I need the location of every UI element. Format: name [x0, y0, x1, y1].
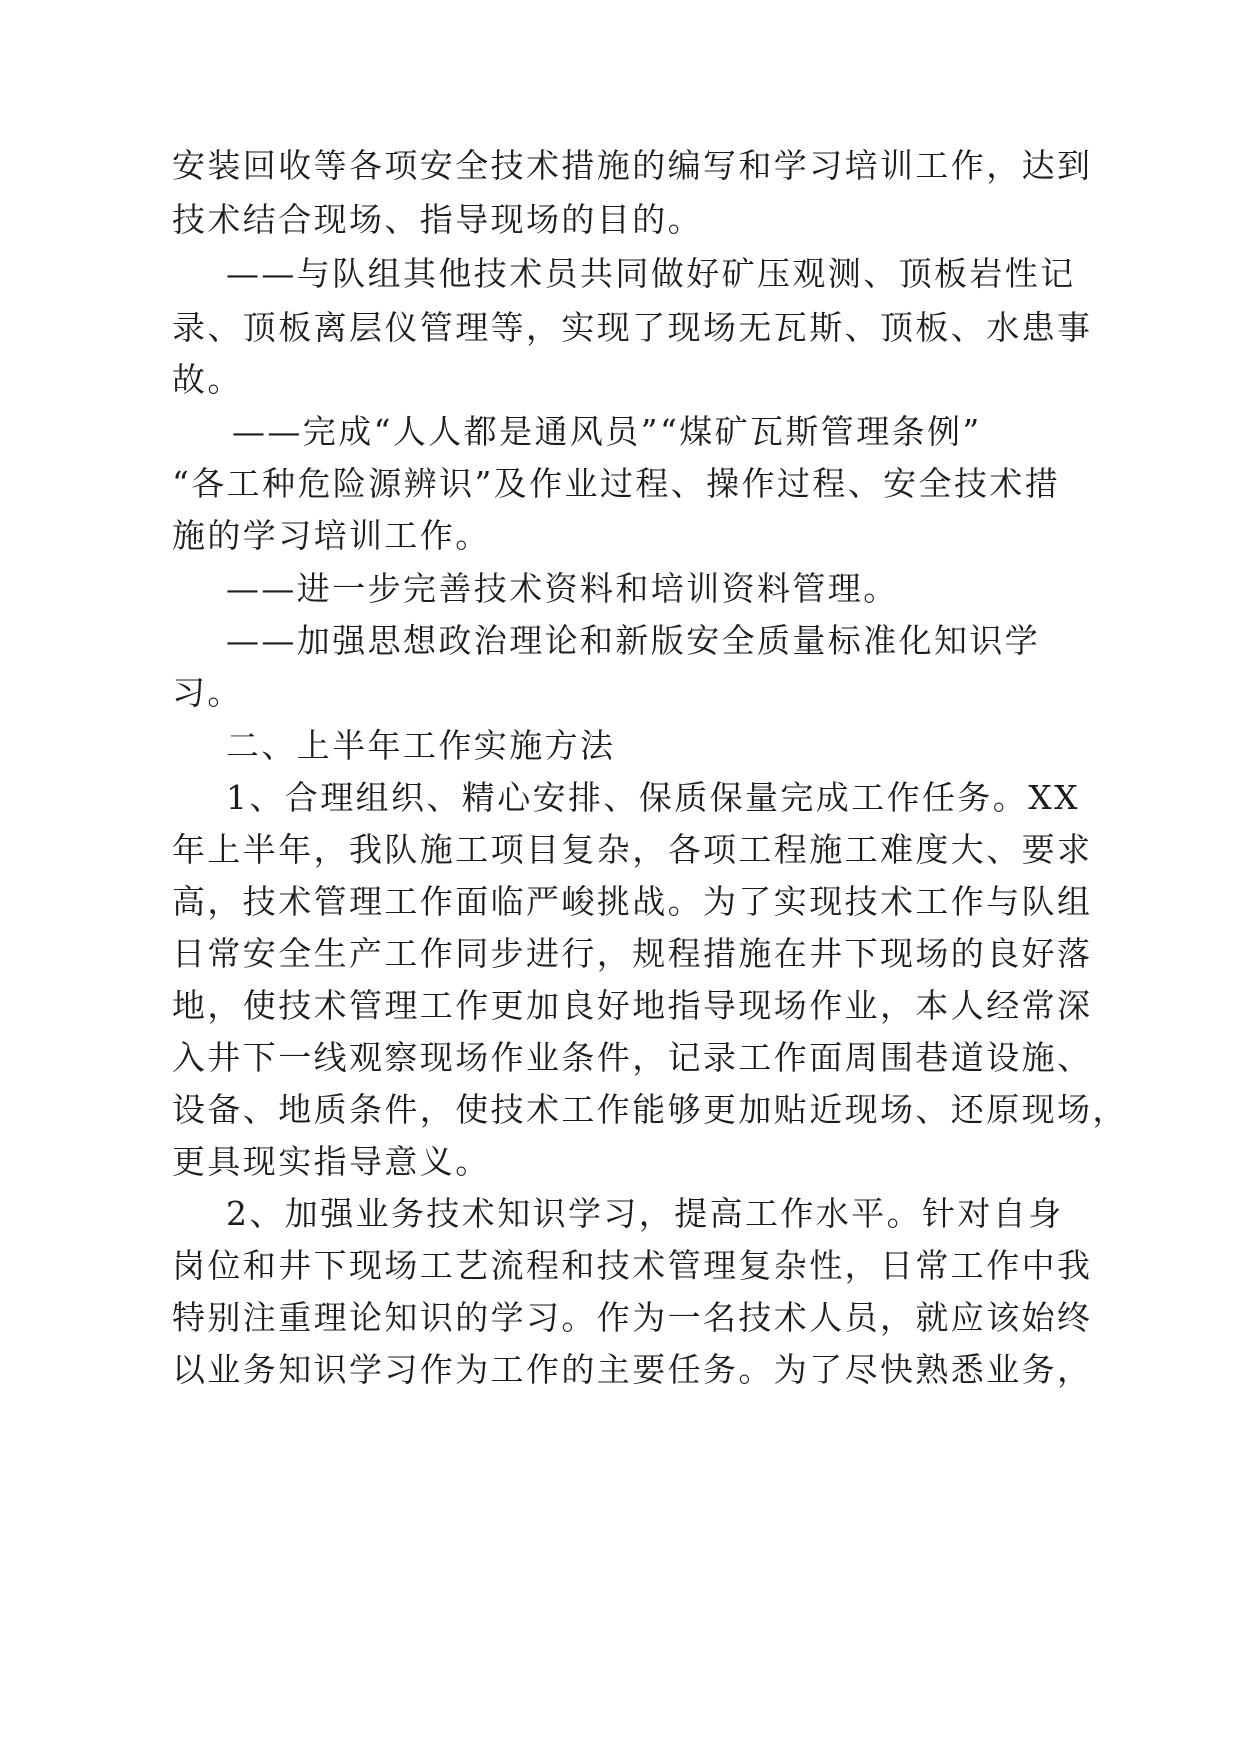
text-line: 施的学习培训工作。 [172, 516, 491, 555]
text-line: 安装回收等各项安全技术措施的编写和学习培训工作，达到 [172, 146, 1093, 185]
text-line: 年上半年，我队施工项目复杂，各项工程施工难度大、要求 [172, 830, 1093, 869]
text-line: 习。 [172, 673, 243, 712]
section-heading: 二、上半年工作实施方法 [226, 726, 616, 765]
text-line: 2、加强业务技术知识学习，提高工作水平。针对自身 [226, 1194, 1064, 1233]
text-line: 更具现实指导意义。 [172, 1142, 491, 1181]
text-line: 日常安全生产工作同步进行，规程措施在井下现场的良好落 [172, 934, 1093, 973]
text-line: 岗位和井下现场工艺流程和技术管理复杂性，日常工作中我 [172, 1246, 1093, 1285]
text-line: 地，使技术管理工作更加良好地指导现场作业，本人经常深 [172, 986, 1093, 1025]
text-line: 特别注重理论知识的学习。作为一名技术人员，就应该始终 [172, 1298, 1093, 1337]
text-line: 1、合理组织、精心安排、保质保量完成工作任务。XX [226, 778, 1080, 817]
text-line: 设备、地质条件，使技术工作能够更加贴近现场、还原现场， [172, 1090, 1128, 1129]
text-line: 以业务知识学习作为工作的主要任务。为了尽快熟悉业务， [172, 1350, 1093, 1389]
text-line: “各工种危险源辨识”及作业过程、操作过程、安全技术措 [172, 464, 1061, 503]
text-line: 入井下一线观察现场作业条件，记录工作面周围巷道设施、 [172, 1038, 1093, 1077]
text-line: ——完成“人人都是通风员”“煤矿瓦斯管理条例” [232, 412, 982, 451]
text-line: ——与队组其他技术员共同做好矿压观测、顶板岩性记 [226, 254, 1076, 293]
text-line: 故。 [172, 360, 243, 399]
text-line: ——加强思想政治理论和新版安全质量标准化知识学 [226, 621, 1041, 660]
text-line: 技术结合现场、指导现场的目的。 [172, 200, 703, 239]
text-line: ——进一步完善技术资料和培训资料管理。 [226, 569, 899, 608]
text-line: 录、顶板离层仪管理等，实现了现场无瓦斯、顶板、水患事 [172, 308, 1093, 347]
text-line: 高，技术管理工作面临严峻挑战。为了实现技术工作与队组 [172, 882, 1093, 921]
